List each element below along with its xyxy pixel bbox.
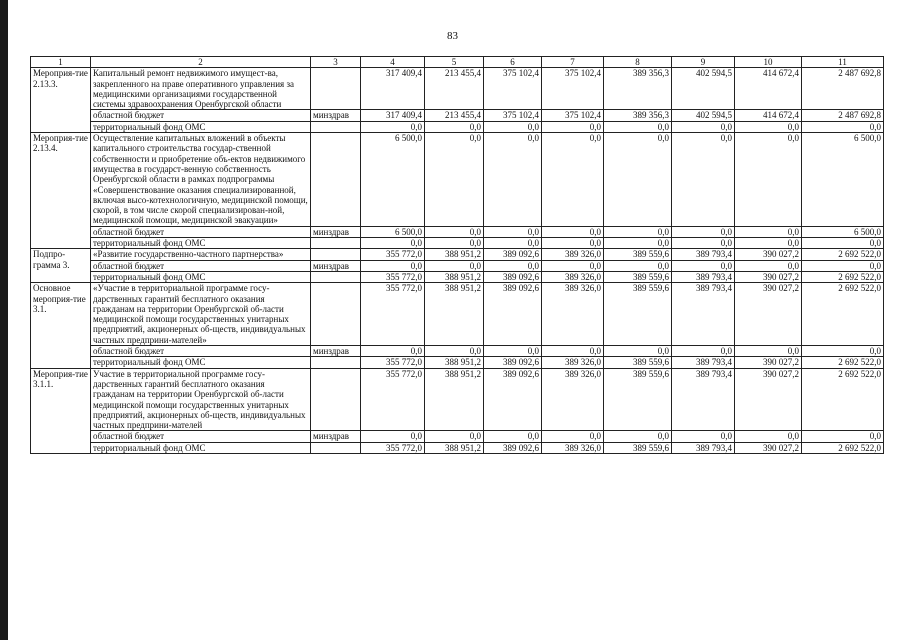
value-cell: 0,0 — [672, 431, 735, 442]
value-cell: 389 092,6 — [484, 271, 542, 282]
value-cell: 2 487 692,8 — [802, 68, 884, 110]
row-code: Мероприя-тие 2.13.4. — [31, 133, 91, 249]
responsible-cell — [311, 283, 361, 346]
value-cell: 0,0 — [484, 346, 542, 357]
table-row-main — [31, 133, 884, 227]
value-cell: 0,0 — [361, 260, 425, 271]
value-cell: 355 772,0 — [361, 357, 425, 368]
value-cell: 2 692 522,0 — [802, 368, 884, 431]
value-cell: 0,0 — [735, 238, 802, 249]
value-cell: 355 772,0 — [361, 442, 425, 453]
value-cell: 0,0 — [425, 121, 484, 132]
value-cell: 0,0 — [484, 121, 542, 132]
value-cell: 0,0 — [425, 226, 484, 237]
table-row-sub — [31, 271, 884, 282]
sub-label: территориальный фонд ОМС — [91, 357, 311, 368]
row-code: Мероприя-тие 3.1.1. — [31, 368, 91, 453]
value-cell: 389 326,0 — [542, 283, 604, 346]
value-cell: 0,0 — [672, 121, 735, 132]
value-cell: 0,0 — [542, 346, 604, 357]
responsible-cell: минздрав — [311, 346, 361, 357]
value-cell: 402 594,5 — [672, 110, 735, 121]
value-cell: 0,0 — [604, 431, 672, 442]
value-cell: 402 594,5 — [672, 68, 735, 110]
responsible-cell — [311, 271, 361, 282]
value-cell: 0,0 — [672, 133, 735, 227]
value-cell: 0,0 — [542, 431, 604, 442]
value-cell: 390 027,2 — [735, 442, 802, 453]
value-cell: 6 500,0 — [802, 226, 884, 237]
value-cell: 389 092,6 — [484, 357, 542, 368]
sub-label: территориальный фонд ОМС — [91, 271, 311, 282]
value-cell: 0,0 — [361, 121, 425, 132]
value-cell: 0,0 — [425, 346, 484, 357]
value-cell: 389 092,6 — [484, 442, 542, 453]
responsible-cell — [311, 368, 361, 431]
sub-label: областной бюджет — [91, 260, 311, 271]
value-cell: 0,0 — [604, 226, 672, 237]
value-cell: 0,0 — [672, 260, 735, 271]
value-cell: 0,0 — [672, 238, 735, 249]
value-cell: 389 793,4 — [672, 442, 735, 453]
table-row-main — [31, 249, 884, 260]
value-cell: 0,0 — [735, 346, 802, 357]
value-cell: 389 559,6 — [604, 249, 672, 260]
value-cell: 390 027,2 — [735, 249, 802, 260]
value-cell: 389 559,6 — [604, 442, 672, 453]
header-row — [31, 57, 884, 68]
value-cell: 389 326,0 — [542, 271, 604, 282]
value-cell: 0,0 — [604, 133, 672, 227]
value-cell: 0,0 — [735, 226, 802, 237]
sub-label: территориальный фонд ОМС — [91, 238, 311, 249]
row-title: Капитальный ремонт недвижимого имущест-ва, закрепленного на праве оперативного управления за медицинскими организациями государственной системы здравоохранения Оренбургской области — [91, 68, 311, 110]
responsible-cell: минздрав — [311, 110, 361, 121]
value-cell: 355 772,0 — [361, 283, 425, 346]
sub-label: областной бюджет — [91, 226, 311, 237]
value-cell: 375 102,4 — [484, 110, 542, 121]
value-cell: 317 409,4 — [361, 68, 425, 110]
sub-label: областной бюджет — [91, 431, 311, 442]
column-header: 8 — [604, 57, 672, 68]
value-cell: 389 092,6 — [484, 283, 542, 346]
value-cell: 0,0 — [542, 133, 604, 227]
value-cell: 388 951,2 — [425, 271, 484, 282]
value-cell: 0,0 — [361, 431, 425, 442]
value-cell: 389 793,4 — [672, 249, 735, 260]
value-cell: 213 455,4 — [425, 110, 484, 121]
value-cell: 0,0 — [672, 226, 735, 237]
value-cell: 389 326,0 — [542, 442, 604, 453]
value-cell: 0,0 — [604, 346, 672, 357]
page-number: 83 — [447, 30, 458, 42]
value-cell: 0,0 — [484, 238, 542, 249]
value-cell: 0,0 — [735, 431, 802, 442]
value-cell: 0,0 — [484, 260, 542, 271]
value-cell: 389 559,6 — [604, 283, 672, 346]
sub-label: областной бюджет — [91, 110, 311, 121]
value-cell: 213 455,4 — [425, 68, 484, 110]
row-title: Осуществление капитальных вложений в объекты капитального строительства государ-ственной собственности и приобретение объ-ектов недвижимого имущества в государст-венную собственность Оренбургской области в рамках подпрограммы «Совершенствование оказания специализированной, включая высо-котехнологичную, медицинской помощи, скорой, в том числе скорой специализирован-ной, медицинской помощи, медицинской эвакуации» — [91, 133, 311, 227]
value-cell: 388 951,2 — [425, 249, 484, 260]
table-row-sub — [31, 442, 884, 453]
column-header: 11 — [802, 57, 884, 68]
value-cell: 2 692 522,0 — [802, 283, 884, 346]
column-header: 2 — [91, 57, 311, 68]
value-cell: 0,0 — [802, 238, 884, 249]
value-cell: 375 102,4 — [484, 68, 542, 110]
value-cell: 389 356,3 — [604, 68, 672, 110]
value-cell: 2 692 522,0 — [802, 442, 884, 453]
sub-label: областной бюджет — [91, 346, 311, 357]
value-cell: 317 409,4 — [361, 110, 425, 121]
value-cell: 2 692 522,0 — [802, 271, 884, 282]
value-cell: 0,0 — [735, 133, 802, 227]
column-header: 4 — [361, 57, 425, 68]
value-cell: 0,0 — [802, 431, 884, 442]
value-cell: 6 500,0 — [361, 133, 425, 227]
value-cell: 389 793,4 — [672, 271, 735, 282]
column-header: 9 — [672, 57, 735, 68]
value-cell: 389 326,0 — [542, 357, 604, 368]
value-cell: 0,0 — [425, 431, 484, 442]
column-header: 7 — [542, 57, 604, 68]
table-row-main — [31, 368, 884, 431]
table-row-sub — [31, 121, 884, 132]
value-cell: 2 692 522,0 — [802, 357, 884, 368]
table-row-main — [31, 68, 884, 110]
row-title: «Участие в территориальной программе госу-дарственных гарантий бесплатного оказания гражданам на территории Оренбургской об-ласти медицинской помощи государственных унитарных предприятий, акционерных об-ществ, индивидуальных частных предприни-мателей» — [91, 283, 311, 346]
responsible-cell — [311, 442, 361, 453]
value-cell: 0,0 — [484, 226, 542, 237]
value-cell: 390 027,2 — [735, 283, 802, 346]
value-cell: 0,0 — [604, 260, 672, 271]
value-cell: 389 356,3 — [604, 110, 672, 121]
value-cell: 0,0 — [542, 226, 604, 237]
row-code: Подпро-грамма 3. — [31, 249, 91, 283]
value-cell: 389 793,4 — [672, 368, 735, 431]
value-cell: 355 772,0 — [361, 271, 425, 282]
value-cell: 355 772,0 — [361, 249, 425, 260]
value-cell: 388 951,2 — [425, 442, 484, 453]
column-header: 6 — [484, 57, 542, 68]
table-row-sub — [31, 357, 884, 368]
responsible-cell — [311, 121, 361, 132]
value-cell: 390 027,2 — [735, 271, 802, 282]
column-header: 1 — [31, 57, 91, 68]
value-cell: 389 559,6 — [604, 368, 672, 431]
value-cell: 0,0 — [802, 121, 884, 132]
value-cell: 0,0 — [735, 260, 802, 271]
table-row-sub — [31, 346, 884, 357]
value-cell: 0,0 — [425, 133, 484, 227]
value-cell: 414 672,4 — [735, 68, 802, 110]
value-cell: 0,0 — [604, 238, 672, 249]
budget-table — [30, 56, 884, 454]
responsible-cell — [311, 238, 361, 249]
value-cell: 6 500,0 — [802, 133, 884, 227]
value-cell: 388 951,2 — [425, 357, 484, 368]
row-code: Мероприя-тие 2.13.3. — [31, 68, 91, 133]
value-cell: 0,0 — [542, 121, 604, 132]
responsible-cell: минздрав — [311, 431, 361, 442]
row-code: Основное мероприя-тие 3.1. — [31, 283, 91, 368]
page-left-border — [0, 0, 8, 640]
value-cell: 389 326,0 — [542, 368, 604, 431]
value-cell: 0,0 — [484, 133, 542, 227]
column-header: 3 — [311, 57, 361, 68]
value-cell: 0,0 — [735, 121, 802, 132]
responsible-cell — [311, 68, 361, 110]
value-cell: 2 692 522,0 — [802, 249, 884, 260]
responsible-cell — [311, 249, 361, 260]
responsible-cell — [311, 133, 361, 227]
row-title: «Развитие государственно-частного партнерства» — [91, 249, 311, 260]
value-cell: 375 102,4 — [542, 110, 604, 121]
value-cell: 389 092,6 — [484, 368, 542, 431]
value-cell: 0,0 — [672, 346, 735, 357]
value-cell: 0,0 — [361, 238, 425, 249]
value-cell: 6 500,0 — [361, 226, 425, 237]
value-cell: 389 559,6 — [604, 357, 672, 368]
responsible-cell: минздрав — [311, 226, 361, 237]
sub-label: территориальный фонд ОМС — [91, 442, 311, 453]
table-row-sub — [31, 238, 884, 249]
value-cell: 389 092,6 — [484, 249, 542, 260]
column-header: 10 — [735, 57, 802, 68]
row-title: Участие в территориальной программе госу-дарственных гарантий бесплатного оказания гражданам на территории Оренбургской об-ласти медицинской помощи государственных унитарных предприятий, акционерных об-ществ, индивидуальных частных предприни-мателей — [91, 368, 311, 431]
table-row-sub — [31, 110, 884, 121]
table-row-sub — [31, 260, 884, 271]
value-cell: 0,0 — [802, 346, 884, 357]
value-cell: 375 102,4 — [542, 68, 604, 110]
table-row-sub — [31, 431, 884, 442]
value-cell: 0,0 — [542, 238, 604, 249]
value-cell: 390 027,2 — [735, 357, 802, 368]
sub-label: территориальный фонд ОМС — [91, 121, 311, 132]
value-cell: 388 951,2 — [425, 283, 484, 346]
value-cell: 390 027,2 — [735, 368, 802, 431]
responsible-cell: минздрав — [311, 260, 361, 271]
value-cell: 0,0 — [425, 238, 484, 249]
value-cell: 355 772,0 — [361, 368, 425, 431]
value-cell: 389 793,4 — [672, 357, 735, 368]
value-cell: 389 793,4 — [672, 283, 735, 346]
value-cell: 0,0 — [361, 346, 425, 357]
column-header: 5 — [425, 57, 484, 68]
responsible-cell — [311, 357, 361, 368]
value-cell: 2 487 692,8 — [802, 110, 884, 121]
value-cell: 388 951,2 — [425, 368, 484, 431]
value-cell: 389 559,6 — [604, 271, 672, 282]
value-cell: 414 672,4 — [735, 110, 802, 121]
value-cell: 389 326,0 — [542, 249, 604, 260]
table-row-main — [31, 283, 884, 346]
value-cell: 0,0 — [542, 260, 604, 271]
table-row-sub — [31, 226, 884, 237]
value-cell: 0,0 — [484, 431, 542, 442]
value-cell: 0,0 — [425, 260, 484, 271]
value-cell: 0,0 — [604, 121, 672, 132]
value-cell: 0,0 — [802, 260, 884, 271]
